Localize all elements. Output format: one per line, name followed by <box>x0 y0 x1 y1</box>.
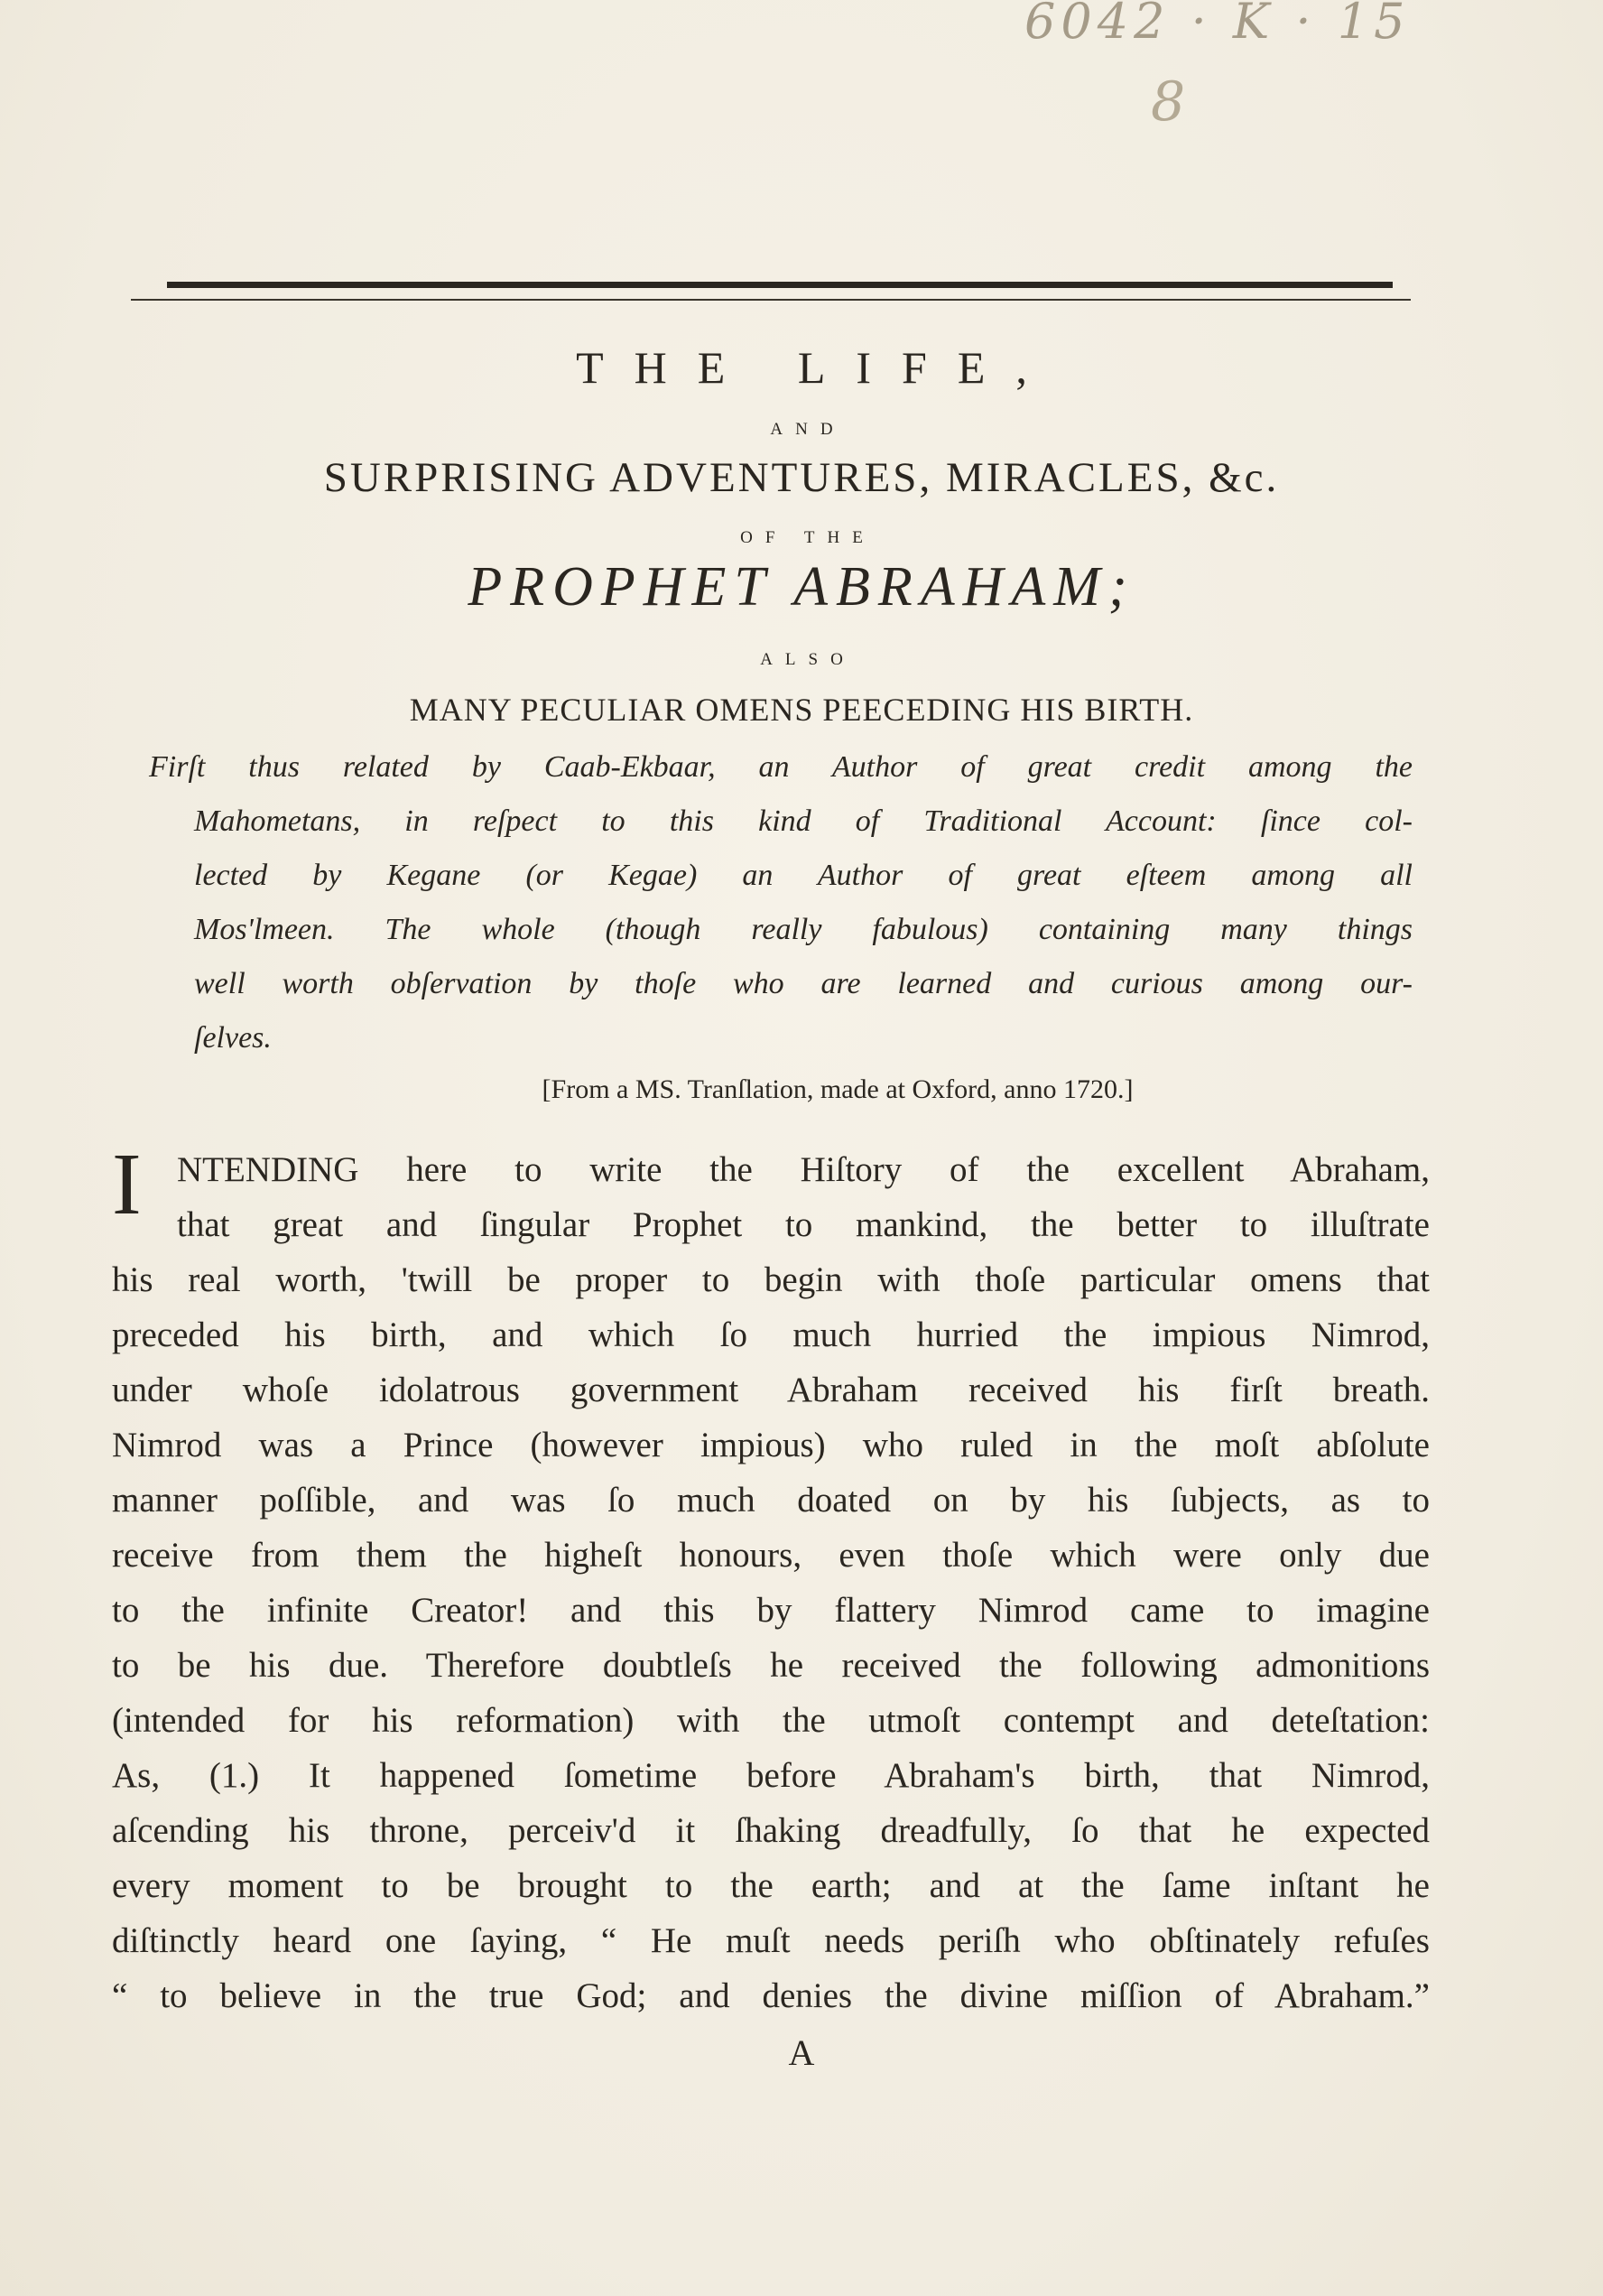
title-also: ALSO <box>760 650 856 669</box>
shelfmark-annotation: 6042 · K · 15 <box>1024 0 1411 50</box>
body-line: manner poſſible, and was ſo much doated on by his ſubjects, as to <box>112 1481 1430 1520</box>
body-line: that great and ſingular Prophet to mankind, the better to illuſtrate <box>177 1205 1430 1244</box>
body-line: Nimrod was a Prince (however impious) who ruled in the moſt abſolute <box>112 1426 1430 1464</box>
subtitle-line: lected by Kegane (or Kegae) an Author of great eſteem among all <box>194 859 1413 892</box>
body-line: to be his due. Therefore doubtleſs he received the following admonitions <box>112 1646 1430 1685</box>
subtitle-line: Mos'lmeen. The whole (though really fabulous) containing many things <box>194 913 1413 946</box>
body-line: (intended for his reformation) with the utmoſt contempt and deteſtation: <box>112 1701 1430 1740</box>
body-line: As, (1.) It happened ſometime before Abraham's birth, that Nimrod, <box>112 1756 1430 1795</box>
body-line: every moment to be brought to the earth; and at the ſame inſtant he <box>112 1866 1430 1905</box>
subtitle-line: Firſt thus related by Caab-Ekbaar, an Author of great credit among the <box>149 750 1413 784</box>
subtitle-line: ſelves. <box>194 1021 272 1055</box>
source-note: [From a MS. Tranſlation, made at Oxford, anno 1720.] <box>542 1074 1134 1104</box>
folio-number: 8 <box>1151 70 1186 134</box>
body-line: to the infinite Creator! and this by flattery Nimrod came to imagine <box>112 1591 1430 1630</box>
title-line-prophet: PROPHET ABRAHAM; <box>468 556 1135 618</box>
title-line-life: THE LIFE, <box>576 342 1058 393</box>
body-line: NTENDING here to write the Hiſtory of the excellent Abraham, <box>177 1150 1430 1189</box>
title-and: AND <box>770 420 846 439</box>
catchword: A <box>788 2032 815 2073</box>
subtitle-line: well worth obſervation by thoſe who are learned and curious among our- <box>194 967 1413 1000</box>
title-line-omens: MANY PECULIAR OMENS PEECEDING HIS BIRTH. <box>409 692 1194 728</box>
body-paragraph <box>112 1136 1430 2023</box>
body-line: “ to believe in the true God; and denies the divine miſſion of Abraham.” <box>112 1976 1430 2015</box>
title-of-the: OF THE <box>740 528 876 547</box>
body-line: aſcending his throne, perceiv'd it ſhaking dreadfully, ſo that he expected <box>112 1811 1430 1850</box>
title-line-surprising: SURPRISING ADVENTURES, MIRACLES, &c. <box>323 454 1280 501</box>
drop-cap: I <box>112 1136 142 1233</box>
header-rule-thick <box>167 282 1393 288</box>
header-rule-thin <box>131 299 1411 301</box>
body-line: his real worth, 'twill be proper to begin with thoſe particular omens that <box>112 1260 1430 1299</box>
body-line: under whoſe idolatrous government Abraham received his firſt breath. <box>112 1371 1430 1409</box>
body-line: diſtinctly heard one ſaying, “ He muſt needs periſh who obſtinately refuſes <box>112 1921 1430 1960</box>
body-line: receive from them the higheſt honours, even thoſe which were only due <box>112 1536 1430 1575</box>
body-line: preceded his birth, and which ſo much hurried the impious Nimrod, <box>112 1315 1430 1354</box>
subtitle-line: Mahometans, in reſpect to this kind of Traditional Account: ſince col- <box>194 804 1413 838</box>
subtitle-block <box>149 740 1413 1065</box>
